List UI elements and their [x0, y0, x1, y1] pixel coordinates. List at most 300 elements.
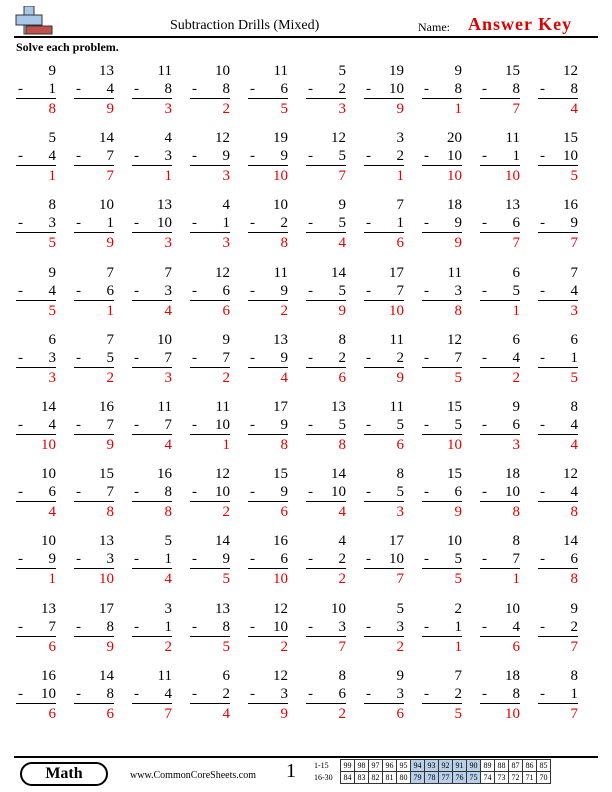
subtrahend-line — [480, 282, 520, 301]
minus-sign: - — [250, 148, 255, 165]
minus-sign: - — [424, 349, 429, 366]
minus-sign: - — [134, 618, 139, 635]
subtrahend-line — [248, 416, 288, 435]
subtrahend-line — [306, 483, 346, 502]
minus-sign: - — [134, 417, 139, 433]
answer: 8 — [106, 504, 114, 521]
subtrahend: 7 — [222, 349, 230, 366]
subtrahend: 9 — [280, 484, 288, 501]
minuend: 17 — [99, 600, 114, 617]
minus-sign: - — [308, 148, 313, 165]
minus-sign: - — [250, 685, 255, 702]
subtrahend-line — [74, 618, 114, 637]
answer: 3 — [164, 101, 172, 117]
subtrahend-line — [248, 349, 288, 368]
subtrahend-line — [248, 80, 288, 99]
minus-sign: - — [18, 484, 23, 501]
minus-sign: - — [18, 417, 23, 433]
subtrahend: 2 — [454, 685, 462, 702]
problem — [364, 331, 404, 386]
subtrahend-line — [538, 416, 578, 435]
subtrahend: 1 — [164, 551, 172, 568]
minuend: 8 — [338, 331, 346, 348]
minus-sign: - — [192, 349, 197, 366]
problem — [538, 331, 578, 386]
answer: 9 — [106, 638, 114, 655]
minus-sign: - — [424, 417, 429, 433]
score-cell: 82 — [369, 772, 383, 784]
answer: 9 — [454, 235, 462, 252]
minuend: 15 — [447, 466, 462, 483]
minuend: 11 — [157, 667, 172, 684]
answer: 3 — [338, 101, 346, 117]
subtrahend-line — [306, 618, 346, 637]
minuend: 7 — [106, 331, 114, 348]
minuend: 11 — [157, 399, 172, 415]
subtrahend: 4 — [164, 685, 172, 702]
subtrahend-line — [422, 416, 462, 435]
problem-row — [0, 62, 612, 129]
answer-key-label: Answer Key — [468, 14, 573, 34]
subtrahend-line — [364, 483, 404, 502]
answer: 4 — [338, 235, 346, 252]
minuend: 12 — [447, 331, 462, 348]
answer: 5 — [454, 571, 462, 588]
subtrahend: 1 — [512, 148, 520, 165]
problem — [422, 129, 462, 184]
score-cell: 84 — [341, 772, 355, 784]
problem — [248, 62, 288, 117]
problem — [74, 129, 114, 184]
minus-sign: - — [424, 148, 429, 165]
minus-sign: - — [76, 349, 81, 366]
minuend: 9 — [338, 197, 346, 214]
minus-sign: - — [540, 685, 545, 702]
problem — [74, 62, 114, 117]
problem — [306, 465, 346, 520]
problem — [422, 600, 462, 655]
problem — [132, 465, 172, 520]
subtrahend: 2 — [338, 551, 346, 568]
subtrahend: 5 — [396, 417, 404, 433]
minuend: 11 — [389, 331, 404, 348]
subtrahend-line — [538, 282, 578, 301]
minuend: 14 — [331, 264, 346, 281]
subtrahend-line — [364, 282, 404, 301]
answer: 8 — [338, 437, 346, 453]
subtrahend-line — [16, 349, 56, 368]
subtrahend: 5 — [338, 417, 346, 433]
score-cell: 94 — [411, 760, 425, 772]
minuend: 7 — [454, 667, 462, 684]
problem — [538, 532, 578, 587]
answer: 7 — [570, 235, 578, 252]
minus-sign: - — [424, 215, 429, 232]
problem — [132, 398, 172, 453]
subtrahend: 1 — [396, 215, 404, 232]
answer: 6 — [280, 504, 288, 521]
minus-sign: - — [366, 148, 371, 165]
minuend: 6 — [570, 331, 578, 348]
minuend: 17 — [273, 399, 288, 415]
score-cell: 87 — [509, 760, 523, 772]
subtrahend: 3 — [48, 215, 56, 232]
subtrahend: 2 — [222, 685, 230, 702]
minuend: 18 — [505, 667, 520, 684]
header-divider — [14, 36, 598, 38]
answer: 2 — [222, 101, 230, 117]
subtrahend: 7 — [164, 417, 172, 433]
problem — [480, 398, 520, 453]
answer: 8 — [512, 504, 520, 521]
minus-sign: - — [540, 618, 545, 635]
subtrahend-line — [132, 618, 172, 637]
score-cell: 90 — [467, 760, 481, 772]
answer: 6 — [396, 437, 404, 453]
minuend: 10 — [215, 63, 230, 79]
subtrahend-line — [190, 214, 230, 233]
minus-sign: - — [76, 685, 81, 702]
subtrahend: 8 — [106, 685, 114, 702]
answer: 3 — [396, 504, 404, 521]
problem — [132, 129, 172, 184]
subtrahend-line — [190, 685, 230, 704]
minuend: 18 — [505, 466, 520, 483]
subtrahend: 5 — [338, 148, 346, 165]
minus-sign: - — [192, 484, 197, 501]
minuend: 11 — [273, 264, 288, 281]
subtrahend: 1 — [164, 618, 172, 635]
subject-badge: Math — [20, 762, 108, 786]
minuend: 8 — [338, 667, 346, 684]
minuend: 8 — [570, 667, 578, 684]
score-cell: 89 — [481, 760, 495, 772]
problem — [190, 398, 230, 453]
answer: 1 — [106, 302, 114, 319]
subtrahend: 10 — [389, 81, 404, 97]
minus-sign: - — [18, 551, 23, 568]
minuend: 13 — [505, 197, 520, 214]
subtrahend: 10 — [157, 215, 172, 232]
subtrahend: 2 — [338, 349, 346, 366]
subtrahend: 4 — [570, 282, 578, 299]
minuend: 7 — [164, 264, 172, 281]
problem — [16, 465, 56, 520]
minus-sign: - — [308, 215, 313, 232]
minus-sign: - — [250, 618, 255, 635]
subtrahend-line — [16, 416, 56, 435]
score-cell: 70 — [537, 772, 551, 784]
subtrahend: 7 — [454, 349, 462, 366]
answer: 2 — [338, 705, 346, 722]
subtrahend-line — [16, 282, 56, 301]
minuend: 6 — [512, 331, 520, 348]
minus-sign: - — [540, 349, 545, 366]
subtrahend-line — [74, 416, 114, 435]
minuend: 15 — [563, 130, 578, 147]
minuend: 17 — [389, 264, 404, 281]
score-cell: 97 — [369, 760, 383, 772]
minuend: 12 — [331, 130, 346, 147]
problem — [248, 196, 288, 251]
subtrahend: 7 — [106, 417, 114, 433]
subtrahend-line — [422, 550, 462, 569]
subtrahend-line — [364, 147, 404, 166]
score-cell: 76 — [453, 772, 467, 784]
minus-sign: - — [424, 484, 429, 501]
subtrahend: 3 — [48, 349, 56, 366]
answer: 9 — [338, 302, 346, 319]
problem — [74, 331, 114, 386]
problem — [16, 667, 56, 722]
answer: 3 — [570, 302, 578, 319]
minuend: 11 — [389, 399, 404, 415]
answer: 3 — [222, 235, 230, 252]
subtrahend: 10 — [215, 417, 230, 433]
subtrahend-line — [422, 685, 462, 704]
problem-row — [0, 129, 612, 196]
answer: 10 — [505, 705, 520, 722]
subtrahend: 8 — [512, 81, 520, 97]
minuend: 10 — [41, 533, 56, 550]
answer: 1 — [48, 168, 56, 185]
problem — [538, 129, 578, 184]
minuend: 11 — [215, 399, 230, 415]
minuend: 5 — [48, 130, 56, 147]
subtrahend: 6 — [512, 417, 520, 433]
subtrahend-line — [422, 80, 462, 99]
answer: 2 — [280, 638, 288, 655]
subtrahend: 3 — [164, 282, 172, 299]
subtrahend-line — [306, 80, 346, 99]
answer: 4 — [48, 504, 56, 521]
subtrahend: 7 — [512, 551, 520, 568]
minuend: 6 — [512, 264, 520, 281]
subtrahend-line — [480, 147, 520, 166]
answer: 4 — [280, 369, 288, 386]
minus-sign: - — [482, 484, 487, 501]
subtrahend-line — [480, 618, 520, 637]
problem — [248, 465, 288, 520]
subtrahend-line — [132, 80, 172, 99]
subtrahend-line — [480, 550, 520, 569]
answer: 1 — [454, 101, 462, 117]
minuend: 14 — [99, 130, 114, 147]
problem — [190, 331, 230, 386]
subtrahend: 9 — [222, 148, 230, 165]
answer: 9 — [106, 437, 114, 453]
problem — [480, 667, 520, 722]
subtrahend: 10 — [41, 685, 56, 702]
problem — [190, 62, 230, 117]
score-cell: 74 — [481, 772, 495, 784]
subtrahend-line — [190, 483, 230, 502]
problem — [132, 196, 172, 251]
minus-sign: - — [250, 417, 255, 433]
subtrahend-line — [74, 550, 114, 569]
subtrahend: 10 — [215, 484, 230, 501]
minus-sign: - — [76, 81, 81, 97]
minus-sign: - — [250, 551, 255, 568]
subtrahend-line — [190, 550, 230, 569]
problem — [538, 600, 578, 655]
problem — [190, 264, 230, 319]
subtrahend-line — [480, 483, 520, 502]
score-table — [340, 759, 551, 784]
minuend: 8 — [570, 399, 578, 415]
answer: 5 — [48, 302, 56, 319]
answer: 6 — [48, 705, 56, 722]
minus-sign: - — [308, 484, 313, 501]
problem — [248, 129, 288, 184]
subtrahend: 2 — [396, 349, 404, 366]
minus-sign: - — [18, 148, 23, 165]
problem — [16, 62, 56, 117]
subtrahend-line — [16, 550, 56, 569]
minus-sign: - — [540, 148, 545, 165]
minus-sign: - — [192, 551, 197, 568]
subtrahend-line — [364, 685, 404, 704]
subtrahend-line — [422, 282, 462, 301]
subtrahend: 9 — [570, 215, 578, 232]
minuend: 9 — [222, 331, 230, 348]
problem-row — [0, 667, 612, 734]
minus-sign: - — [424, 685, 429, 702]
minuend: 13 — [215, 600, 230, 617]
subtrahend-line — [306, 147, 346, 166]
subtrahend-line — [248, 550, 288, 569]
minuend: 9 — [48, 264, 56, 281]
subtrahend: 10 — [389, 551, 404, 568]
site-url: www.CommonCoreSheets.com — [130, 770, 257, 781]
subtrahend: 6 — [454, 484, 462, 501]
subtrahend: 9 — [280, 417, 288, 433]
minus-sign: - — [308, 417, 313, 433]
answer: 1 — [48, 571, 56, 588]
problem — [74, 600, 114, 655]
subtrahend: 6 — [280, 81, 288, 97]
answer: 9 — [106, 235, 114, 252]
subtrahend-line — [422, 147, 462, 166]
subtrahend-line — [422, 214, 462, 233]
problem — [248, 667, 288, 722]
minuend: 18 — [447, 197, 462, 214]
minuend: 10 — [447, 533, 462, 550]
problem — [422, 532, 462, 587]
answer: 3 — [48, 369, 56, 386]
minus-sign: - — [250, 215, 255, 232]
subtrahend: 4 — [106, 81, 114, 97]
subtrahend-line — [248, 147, 288, 166]
answer: 5 — [454, 705, 462, 722]
answer: 7 — [570, 638, 578, 655]
answer: 4 — [164, 437, 172, 453]
subtrahend: 3 — [280, 685, 288, 702]
subtrahend: 9 — [280, 282, 288, 299]
problem — [74, 532, 114, 587]
subtrahend-line — [364, 550, 404, 569]
problem — [538, 667, 578, 722]
problem — [538, 264, 578, 319]
score-cell: 98 — [355, 760, 369, 772]
problem — [248, 264, 288, 319]
subtrahend-line — [16, 147, 56, 166]
answer: 4 — [570, 437, 578, 453]
minuend: 9 — [570, 600, 578, 617]
subtrahend-line — [190, 349, 230, 368]
subtrahend-line — [538, 80, 578, 99]
problem — [364, 667, 404, 722]
answer: 1 — [512, 571, 520, 588]
minuend: 9 — [396, 667, 404, 684]
minuend: 15 — [273, 466, 288, 483]
minuend: 9 — [48, 63, 56, 79]
answer: 1 — [222, 437, 230, 453]
answer: 2 — [164, 638, 172, 655]
problem — [190, 532, 230, 587]
subtrahend: 4 — [512, 349, 520, 366]
subtrahend: 9 — [454, 215, 462, 232]
answer: 1 — [454, 638, 462, 655]
score-cell: 71 — [523, 772, 537, 784]
subtrahend-line — [74, 483, 114, 502]
subtrahend-line — [74, 685, 114, 704]
subtrahend-line — [538, 685, 578, 704]
minus-sign: - — [308, 349, 313, 366]
subtrahend-line — [306, 349, 346, 368]
problem — [16, 398, 56, 453]
minus-sign: - — [366, 618, 371, 635]
page-number: 1 — [286, 760, 296, 782]
minus-sign: - — [366, 282, 371, 299]
score-row — [341, 760, 551, 772]
subtrahend: 10 — [273, 618, 288, 635]
problem — [422, 667, 462, 722]
answer: 4 — [570, 101, 578, 117]
minuend: 8 — [512, 533, 520, 550]
minuend: 12 — [215, 130, 230, 147]
minus-sign: - — [540, 551, 545, 568]
minuend: 10 — [99, 197, 114, 214]
minus-sign: - — [540, 81, 545, 97]
subtrahend-line — [248, 483, 288, 502]
minus-sign: - — [424, 282, 429, 299]
subtrahend-line — [248, 685, 288, 704]
minus-sign: - — [192, 618, 197, 635]
subtrahend-line — [74, 147, 114, 166]
minuend: 5 — [338, 63, 346, 79]
problem — [306, 264, 346, 319]
answer: 5 — [570, 369, 578, 386]
subtrahend: 5 — [338, 215, 346, 232]
subtrahend: 6 — [570, 551, 578, 568]
answer: 7 — [338, 638, 346, 655]
problem-row — [0, 600, 612, 667]
answer: 3 — [164, 369, 172, 386]
answer: 2 — [396, 638, 404, 655]
worksheet-title: Subtraction Drills (Mixed) — [170, 18, 320, 33]
minus-sign: - — [540, 282, 545, 299]
subtrahend-line — [190, 618, 230, 637]
problem — [306, 331, 346, 386]
problem — [132, 667, 172, 722]
minuend: 19 — [389, 63, 404, 79]
problem — [132, 600, 172, 655]
minus-sign: - — [76, 282, 81, 299]
problem — [16, 264, 56, 319]
minus-sign: - — [366, 349, 371, 366]
minuend: 15 — [99, 466, 114, 483]
